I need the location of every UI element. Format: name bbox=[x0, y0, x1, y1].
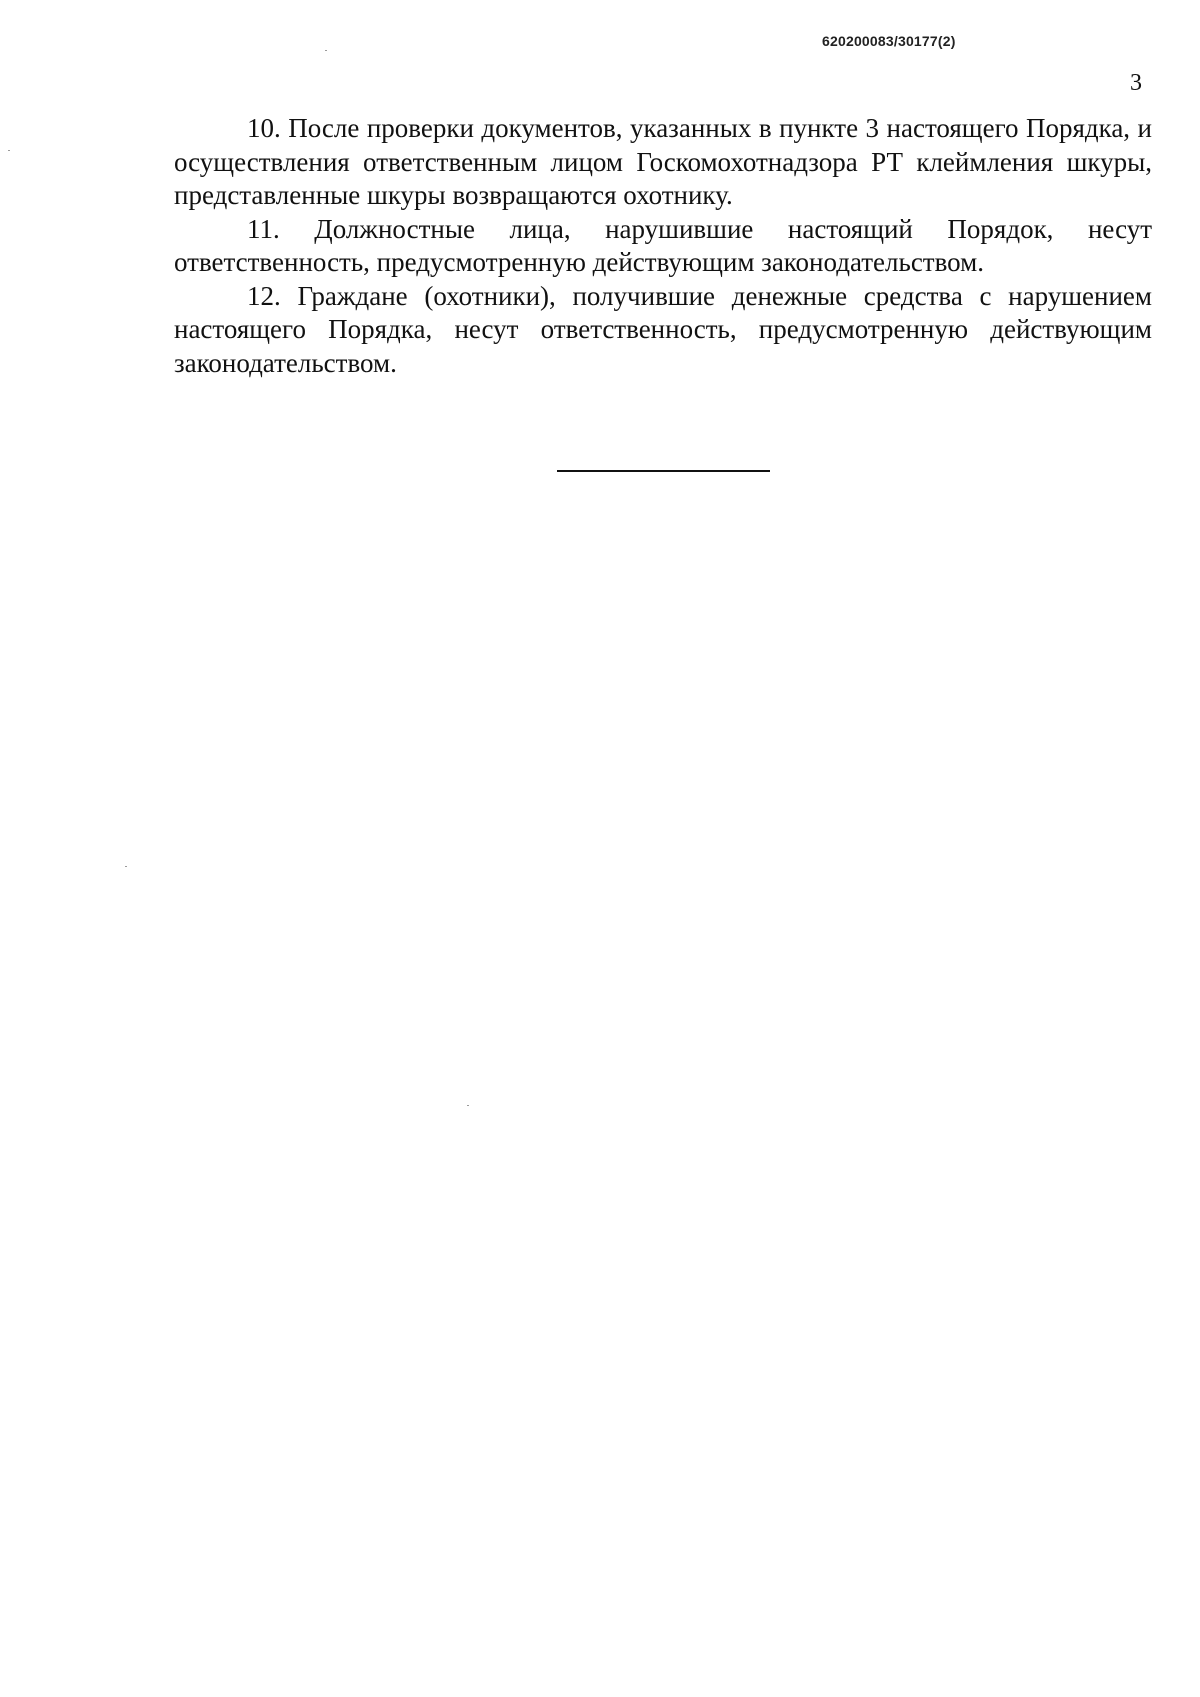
scan-speck bbox=[467, 1105, 469, 1106]
scan-speck bbox=[125, 866, 127, 867]
scan-speck bbox=[325, 50, 327, 51]
page-number: 3 bbox=[1130, 70, 1142, 96]
scan-speck bbox=[8, 150, 10, 151]
paragraph-12: 12. Граждане (охотники), получившие денежные средства с нарушением настоящего Порядка, несут ответственность, предусмотренную действующим законодательством. bbox=[174, 280, 1152, 378]
paragraph-11: 11. Должностные лица, нарушившие настоящий Порядок, несут ответственность, предусмотренную действующим законодательством. bbox=[174, 213, 1152, 277]
document-id: 620200083/30177(2) bbox=[822, 33, 956, 49]
end-of-text-rule bbox=[557, 470, 770, 472]
document-body bbox=[174, 112, 1152, 380]
paragraph-10: 10. После проверки документов, указанных в пункте 3 настоящего Порядка, и осуществления ответственным лицом Госкомохотнадзора РТ клеймления шкуры, представленные шкуры возвращаются охотнику. bbox=[174, 113, 1152, 210]
